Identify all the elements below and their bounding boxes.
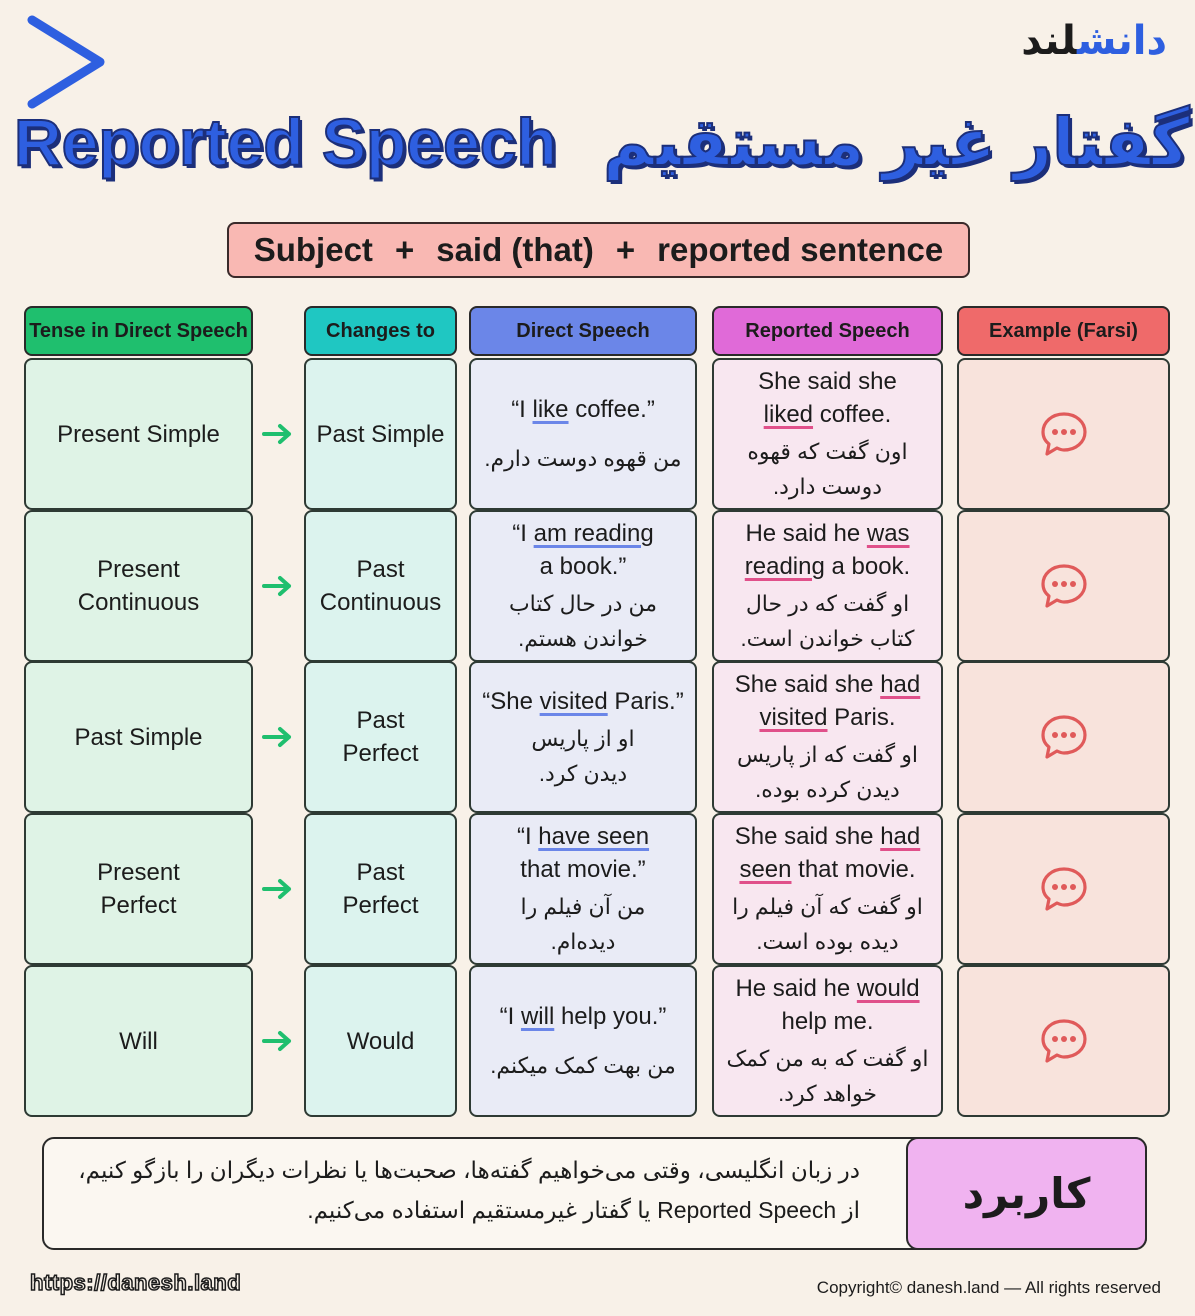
direct-highlight-verb: visited [539,687,608,715]
tense-cell [24,813,253,965]
reported-highlight-verb: seen [739,856,792,883]
reported-text-segment: a book. [824,553,911,580]
reported-speech-cell [712,813,943,965]
direct-speech-cell [469,358,697,510]
reported-farsi-line: دیدن کرده بوده. [755,777,900,802]
tense-text: Present Simple [57,420,220,448]
tense-cell [24,358,253,510]
direct-english-line [512,517,653,550]
tense-cell [24,510,253,662]
direct-text-segment: a book.” [539,553,627,580]
brand-part-blue: دانش [1077,19,1167,63]
changes-cell [304,510,457,662]
reported-farsi-line: خواهد کرد. [778,1081,877,1106]
reported-text-segment: help me. [781,1008,874,1035]
direct-english-line [520,853,645,886]
changes-cell [304,813,457,965]
direct-english-line [500,1000,667,1033]
reported-english-line [758,365,897,398]
example-cell[interactable] [957,510,1170,662]
direct-text-segment: “I [512,520,534,547]
reported-text-segment: coffee. [813,401,892,428]
reported-text-segment: Paris. [827,704,896,731]
direct-text-segment: that movie.” [520,856,646,883]
direct-text-segment: Paris.” [607,687,684,715]
direct-text-segment: “I [499,1003,521,1030]
direct-english-line [540,550,627,583]
tense-cell [24,661,253,813]
reported-text-segment: that movie. [791,856,916,883]
tense-cell [24,965,253,1117]
direct-farsi-line: من در حال کتاب [508,591,658,616]
speech-bubble-icon[interactable] [1039,865,1089,913]
changes-text: Perfect [342,740,419,767]
reported-text-segment: She said she [758,368,897,395]
header-example: Example (Farsi) [957,306,1170,356]
usage-text [60,1150,860,1230]
direct-highlight-verb: have seen [538,823,650,850]
reported-english-line [745,550,910,583]
tense-text: Continuous [77,589,200,616]
reported-farsi-line: او گفت که آن فیلم را [732,894,923,919]
formula-subject: Subject [253,231,373,268]
right-arrow-icon [262,422,294,446]
reported-text-segment: He said he [735,975,857,1002]
changes-text: Continuous [319,589,442,616]
reported-highlight-verb: would [856,975,920,1002]
play-waveform-logo [24,14,108,110]
reported-farsi-line: دوست دارد. [772,474,882,499]
changes-cell [304,661,457,813]
reported-english-line [739,853,915,886]
reported-text-segment: She said she [734,671,881,698]
copyright-text: Copyright© danesh.land — All rights reserved [816,1278,1161,1297]
direct-farsi-line: من آن فیلم را [520,894,646,919]
direct-farsi-line: خواندن هستم. [518,626,648,651]
speech-bubble-icon[interactable] [1039,410,1089,458]
tense-text: Present [97,859,180,886]
reported-speech-cell [712,965,943,1117]
header-direct: Direct Speech [469,306,697,356]
reported-english-line [735,820,920,853]
changes-text: Would [346,1027,415,1055]
site-url[interactable]: https://danesh.land [30,1270,242,1295]
right-arrow-icon [262,574,294,598]
direct-english-line [511,393,655,426]
example-cell[interactable] [957,965,1170,1117]
reported-text-segment: He said he [745,520,867,547]
reported-speech-cell [712,510,943,662]
reported-highlight-verb: reading [744,553,825,580]
reported-english-line [735,668,920,701]
formula-said: said (that) [436,231,594,268]
direct-text-segment: “She [482,687,540,715]
direct-farsi-line: من بهت کمک میکنم. [490,1053,676,1078]
header-changes: Changes to [304,306,457,356]
formula-plus-1: + [394,231,415,268]
direct-farsi-line: او از پاریس [531,725,635,751]
direct-highlight-verb: like [532,396,569,423]
reported-speech-cell [712,661,943,813]
reported-highlight-verb: had [880,671,921,698]
direct-speech-cell [469,661,697,813]
reported-english-line [745,517,909,550]
changes-text: Past [356,707,405,734]
direct-speech-cell [469,510,697,662]
tense-text: Will [119,1027,158,1055]
direct-highlight-verb: am reading [533,520,654,547]
reported-speech-cell [712,358,943,510]
reported-farsi-line: او گفت که در حال [745,591,910,616]
reported-english-line [781,1005,873,1038]
formula-plus-2: + [615,231,636,268]
changes-text: Perfect [342,892,419,919]
reported-text-segment: She said she [734,823,881,850]
changes-cell [304,965,457,1117]
tense-text: Past Simple [74,723,203,751]
direct-text-segment: coffee.” [568,396,655,423]
reported-farsi-line: دیده بوده است. [756,929,899,954]
formula-box [227,222,970,278]
direct-farsi-line: دیده‌ام. [550,929,616,954]
speech-bubble-icon[interactable] [1039,562,1089,610]
usage-line-1: در زبان انگلیسی، وقتی می‌خواهیم گفته‌ها، صحبت‌ها یا نظرات دیگران را بازگو کنیم، [78,1157,860,1183]
changes-cell [304,358,457,510]
direct-highlight-verb: will [520,1003,555,1030]
brand-part-dark: لند [1021,19,1078,63]
tense-text: Perfect [100,892,177,919]
reported-farsi-line: او گفت که از پاریس [736,742,919,767]
brand-logotype [1021,18,1167,64]
direct-english-line [517,820,649,853]
reported-highlight-verb: had [880,823,921,850]
title-english: Reported Speech [14,105,557,179]
reported-farsi-line: اون گفت که قهوه [747,439,908,464]
tense-text: Present [97,556,180,583]
formula-reported: reported sentence [657,231,944,268]
reported-highlight-verb: visited [759,704,828,731]
reported-highlight-verb: was [866,520,910,547]
header-reported: Reported Speech [712,306,943,356]
page-title [0,104,1195,181]
example-cell[interactable] [957,813,1170,965]
reported-english-line [764,398,892,431]
direct-text-segment: “I [516,823,539,850]
direct-text-segment: help you.” [554,1003,667,1030]
header-tense: Tense in Direct Speech [24,306,253,356]
direct-text-segment: “I [511,396,533,423]
right-arrow-icon [262,877,294,901]
direct-speech-cell [469,813,697,965]
changes-text: Past Simple [316,420,445,448]
direct-english-line [482,685,683,718]
direct-farsi-line: من قهوه دوست دارم. [484,446,682,471]
title-farsi: گفتار غیر مستقیم [603,105,1190,179]
example-cell[interactable] [957,358,1170,510]
usage-label: کاربرد [906,1137,1147,1250]
usage-line-2: از Reported Speech یا گفتار غیرمستقیم استفاده می‌کنیم. [307,1197,860,1223]
changes-text: Past [356,859,405,886]
direct-farsi-line: دیدن کرد. [538,760,628,786]
reported-highlight-verb: liked [763,401,814,428]
direct-speech-cell [469,965,697,1117]
reported-farsi-line: کتاب خواندن است. [740,626,915,651]
changes-text: Past [356,556,405,583]
speech-bubble-icon[interactable] [1039,713,1089,761]
right-arrow-icon [262,725,294,749]
reported-english-line [735,972,919,1005]
right-arrow-icon [262,1029,294,1053]
reported-english-line [759,701,895,734]
speech-bubble-icon[interactable] [1039,1017,1089,1065]
example-cell[interactable] [957,661,1170,813]
reported-farsi-line: او گفت که به من کمک [726,1046,929,1071]
